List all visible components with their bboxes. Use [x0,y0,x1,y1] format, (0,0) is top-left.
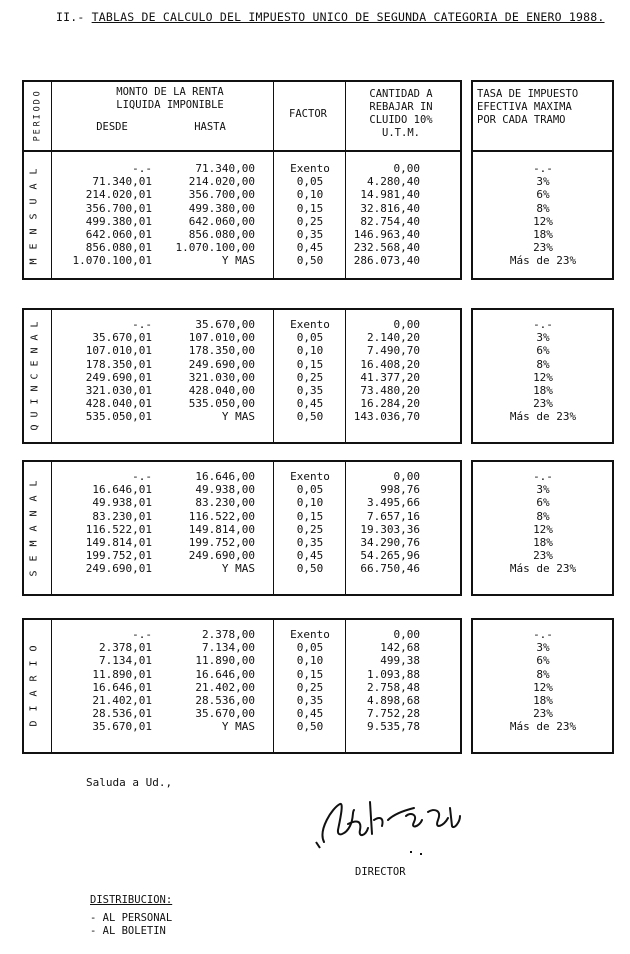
cell-rebaja: 1.093,88 [367,667,420,681]
cell-hasta: 11.890,00 [195,654,255,668]
distribution-item: - AL PERSONAL [90,912,173,924]
cell-desde: -.- [132,162,152,175]
cell-factor: 0,25 [296,680,324,694]
cell-tasa: 12% [533,370,553,384]
director-signature [310,790,470,860]
cell-factor: 0,45 [296,549,324,563]
cell-hasta: 49.938,00 [195,483,255,497]
period-label-semanal: L A N A M E S [28,479,40,577]
cell-hasta: 7.134,00 [202,641,255,655]
cell-factor: 0,50 [296,720,324,734]
cell-factor: 0,50 [296,410,324,424]
cell-tasa: 8% [536,357,550,371]
cell-tasa: 3% [536,641,550,655]
cell-rebaja: 4.280,40 [367,175,420,189]
cell-desde: -.- [132,470,152,483]
cell-desde: 49.938,01 [92,496,152,510]
cell-desde: -.- [132,628,152,641]
cell-hasta: Y MAS [221,720,255,734]
cell-hasta: 856.080,00 [188,228,255,241]
cell-hasta: 535.050,00 [188,397,255,411]
cell-tasa: 3% [536,483,550,497]
distribution-item: - AL BOLETIN [90,925,166,937]
cell-hasta: 214.020,00 [188,175,255,189]
cell-desde: 356.700,01 [85,201,152,215]
cell-factor: 0,10 [296,496,324,510]
cell-factor: 0,25 [296,370,324,384]
cell-hasta: Y MAS [221,254,255,268]
cell-desde: 535.050,01 [85,410,152,424]
cell-factor: 0,15 [296,357,324,371]
header-desde: DESDE [96,121,128,133]
cell-tasa: -.- [533,318,553,331]
document-title [56,10,605,24]
director-label: DIRECTOR [355,866,406,878]
cell-rebaja: 3.495,66 [367,496,420,510]
cell-desde: 28.536,01 [92,707,152,721]
cell-factor: 0,35 [296,536,324,549]
cell-desde: 7.134,01 [99,654,152,668]
cell-tasa: 3% [536,331,550,345]
cell-tasa: 12% [533,214,553,228]
cell-rebaja: 41.377,20 [360,370,420,384]
cell-factor: 0,05 [296,483,324,497]
cell-rebaja: 146.963,40 [353,228,420,241]
cell-rebaja: 16.284,20 [360,397,420,411]
cell-rebaja: 66.750,46 [360,562,420,576]
cell-tasa: 23% [533,241,553,255]
cell-hasta: 107.010,00 [188,331,255,345]
distribution-title: DISTRIBUCION: [90,894,173,906]
header-tasa-line1: TASA DE IMPUESTO [477,88,579,100]
closing-text: Saluda a Ud., [86,776,173,789]
period-label-diario: O I R A I D [28,645,40,727]
cell-tasa: Más de 23% [509,410,577,424]
cell-rebaja: 286.073,40 [353,254,420,268]
cell-factor: 0,05 [296,331,324,345]
cell-factor: 0,05 [296,641,324,655]
cell-tasa: 8% [536,201,550,215]
cell-factor: 0,05 [296,175,324,189]
cell-factor: 0,15 [296,509,324,523]
cell-tasa: -.- [533,628,553,641]
cell-factor: Exento [290,470,330,483]
header-cantidad-line1: CANTIDAD A [369,88,433,100]
cell-rebaja: 34.290,76 [360,536,420,549]
cell-desde: 83.230,01 [92,509,152,523]
cell-rebaja: 73.480,20 [360,384,420,397]
cell-tasa: 23% [533,707,553,721]
cell-rebaja: 14.981,40 [360,188,420,202]
header-monto-line1: MONTO DE LA RENTA [116,86,224,98]
cell-hasta: Y MAS [221,410,255,424]
cell-hasta: 499.380,00 [188,201,255,215]
cell-tasa: 12% [533,680,553,694]
cell-factor: 0,50 [296,254,324,268]
header-factor: FACTOR [289,108,327,120]
title-text: TABLAS DE CALCULO DEL IMPUESTO UNICO DE SEGUNDA CATEGORIA DE ENERO 1988. [91,10,605,24]
cell-factor: 0,35 [296,694,324,707]
cell-factor: 0,10 [296,188,324,202]
header-periodo: O D O I R E P [32,91,43,142]
cell-factor: Exento [290,628,330,641]
cell-desde: 249.690,01 [85,370,152,384]
cell-rebaja: 82.754,40 [360,214,420,228]
cell-tasa: -.- [533,162,553,175]
cell-rebaja: 0,00 [393,318,420,331]
cell-hasta: 321.030,00 [188,370,255,384]
cell-desde: 149.814,01 [85,536,152,549]
period-label-quincenal: L A N E C N I U Q [29,321,41,431]
header-monto-line2: LIQUIDA IMPONIBLE [116,99,224,111]
cell-tasa: 18% [533,694,553,707]
header-hasta: HASTA [194,121,226,133]
cell-desde: 16.646,01 [92,483,152,497]
cell-hasta: 149.814,00 [188,522,255,536]
cell-desde: 16.646,01 [92,680,152,694]
cell-desde: 21.402,01 [92,694,152,707]
cell-factor: 0,15 [296,201,324,215]
cell-factor: 0,35 [296,384,324,397]
cell-tasa: 18% [533,536,553,549]
title-prefix: II.- [56,10,92,24]
cell-rebaja: 19.303,36 [360,522,420,536]
cell-hasta: 71.340,00 [195,162,255,175]
cell-hasta: 21.402,00 [195,680,255,694]
cell-hasta: 356.700,00 [188,188,255,202]
cell-desde: -.- [132,318,152,331]
cell-rebaja: 4.898,68 [367,694,420,707]
cell-desde: 856.080,01 [85,241,152,255]
cell-hasta: 35.670,00 [195,707,255,721]
header-tasa-line2: EFECTIVA MAXIMA [477,101,572,113]
cell-desde: 178.350,01 [85,357,152,371]
header-cantidad-line2: REBAJAR IN [369,101,433,113]
cell-hasta: 83.230,00 [195,496,255,510]
cell-tasa: 12% [533,522,553,536]
cell-tasa: 8% [536,509,550,523]
cell-tasa: Más de 23% [509,562,577,576]
cell-tasa: -.- [533,470,553,483]
cell-hasta: 199.752,00 [188,536,255,549]
cell-rebaja: 2.758,48 [367,680,420,694]
cell-hasta: 249.690,00 [188,549,255,563]
cell-desde: 35.670,01 [92,331,152,345]
period-label-mensual: L A U S N E M [28,167,40,265]
header-cantidad-line3: CLUIDO 10% [369,114,433,126]
header-cantidad-line4: U.T.M. [382,127,420,139]
cell-rebaja: 9.535,78 [367,720,420,734]
cell-desde: 321.030,01 [85,384,152,397]
cell-hasta: 178.350,00 [188,344,255,358]
cell-desde: 71.340,01 [92,175,152,189]
cell-rebaja: 143.036,70 [353,410,420,424]
cell-hasta: 16.646,00 [195,667,255,681]
cell-rebaja: 2.140,20 [367,331,420,345]
cell-desde: 199.752,01 [85,549,152,563]
cell-tasa: 6% [536,344,550,358]
cell-tasa: 3% [536,175,550,189]
cell-factor: 0,15 [296,667,324,681]
cell-desde: 249.690,01 [85,562,152,576]
cell-desde: 2.378,01 [99,641,152,655]
cell-factor: 0,45 [296,397,324,411]
cell-tasa: Más de 23% [509,254,577,268]
cell-rebaja: 7.657,16 [367,509,420,523]
cell-factor: 0,10 [296,344,324,358]
cell-factor: 0,25 [296,214,324,228]
cell-hasta: 2.378,00 [202,628,255,641]
cell-desde: 11.890,01 [92,667,152,681]
cell-factor: 0,50 [296,562,324,576]
cell-rebaja: 232.568,40 [353,241,420,255]
cell-tasa: 8% [536,667,550,681]
cell-hasta: 28.536,00 [195,694,255,707]
cell-rebaja: 0,00 [393,162,420,175]
cell-desde: 499.380,01 [85,214,152,228]
cell-factor: 0,45 [296,241,324,255]
cell-hasta: 1.070.100,00 [175,241,255,255]
cell-desde: 214.020,01 [85,188,152,202]
cell-tasa: 18% [533,228,553,241]
cell-rebaja: 998,76 [380,483,420,497]
cell-desde: 428.040,01 [85,397,152,411]
cell-factor: 0,45 [296,707,324,721]
cell-rebaja: 16.408,20 [360,357,420,371]
cell-tasa: 6% [536,654,550,668]
cell-desde: 35.670,01 [92,720,152,734]
header-tasa-line3: POR CADA TRAMO [477,114,566,126]
cell-hasta: 428.040,00 [188,384,255,397]
cell-hasta: 35.670,00 [195,318,255,331]
cell-tasa: 23% [533,397,553,411]
cell-tasa: 6% [536,188,550,202]
cell-rebaja: 7.752,28 [367,707,420,721]
cell-rebaja: 32.816,40 [360,201,420,215]
cell-factor: 0,35 [296,228,324,241]
cell-rebaja: 142,68 [380,641,420,655]
cell-rebaja: 54.265,96 [360,549,420,563]
cell-hasta: Y MAS [221,562,255,576]
cell-tasa: 6% [536,496,550,510]
cell-rebaja: 499,38 [380,654,420,668]
cell-rebaja: 0,00 [393,628,420,641]
cell-tasa: Más de 23% [509,720,577,734]
cell-rebaja: 0,00 [393,470,420,483]
cell-hasta: 249.690,00 [188,357,255,371]
cell-desde: 116.522,01 [85,522,152,536]
cell-factor: 0,10 [296,654,324,668]
cell-tasa: 23% [533,549,553,563]
cell-desde: 107.010,01 [85,344,152,358]
cell-factor: 0,25 [296,522,324,536]
cell-factor: Exento [290,318,330,331]
cell-factor: Exento [290,162,330,175]
distribution-list [90,912,172,938]
cell-hasta: 116.522,00 [188,509,255,523]
cell-hasta: 16.646,00 [195,470,255,483]
cell-desde: 642.060,01 [85,228,152,241]
cell-desde: 1.070.100,01 [72,254,152,268]
cell-hasta: 642.060,00 [188,214,255,228]
cell-rebaja: 7.490,70 [367,344,420,358]
cell-tasa: 18% [533,384,553,397]
